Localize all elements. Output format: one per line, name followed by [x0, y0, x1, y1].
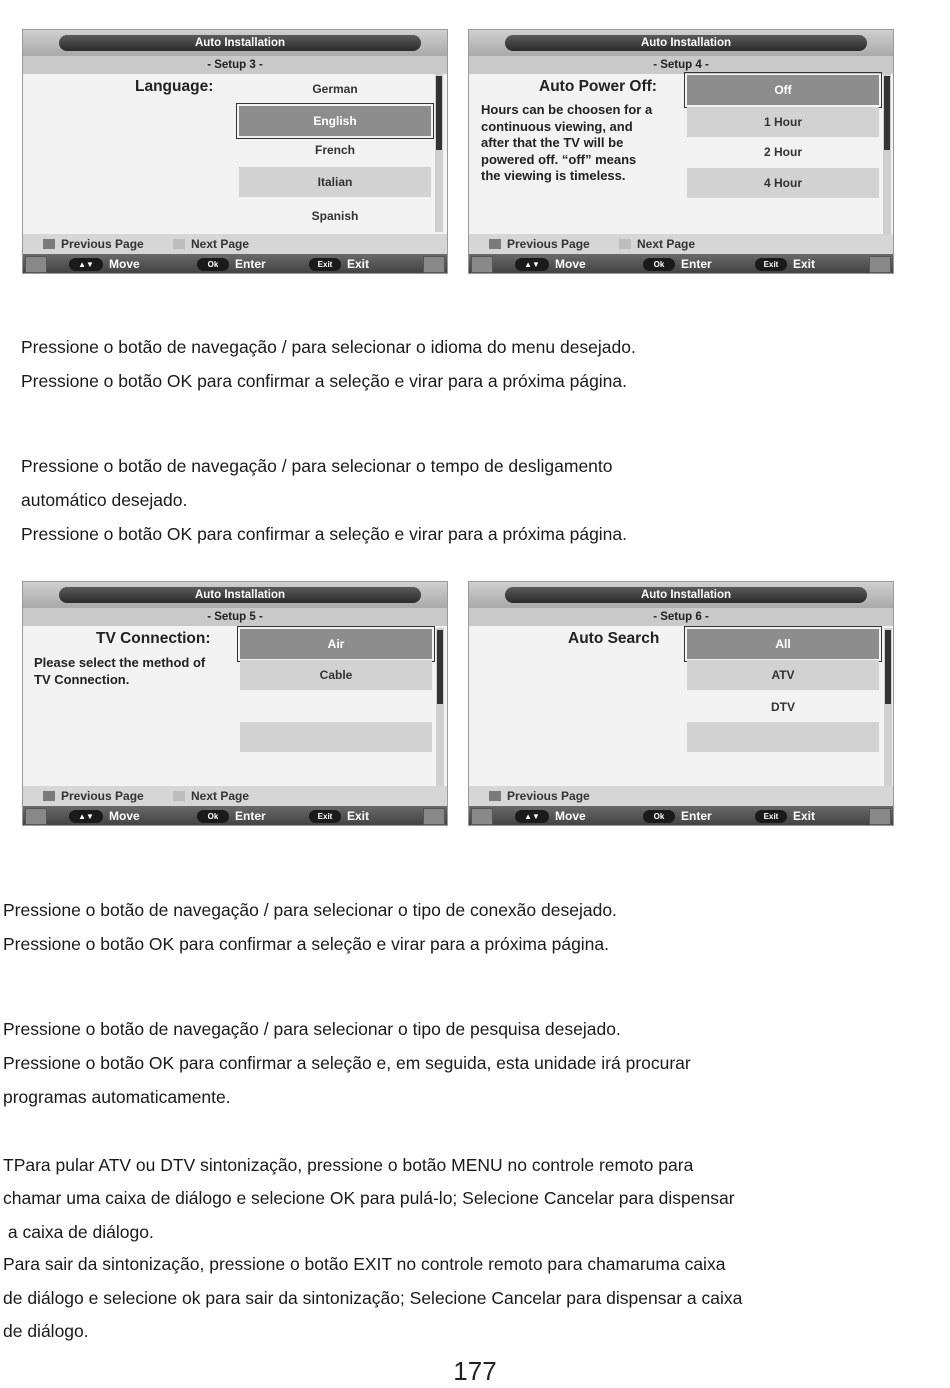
option-all[interactable]: All — [687, 629, 879, 659]
red-key-icon — [43, 791, 55, 801]
option-dtv[interactable]: DTV — [771, 700, 795, 714]
scrollbar-thumb[interactable] — [437, 630, 443, 704]
page-number: 177 — [453, 1356, 497, 1386]
move-label: Move — [109, 809, 140, 823]
option-english[interactable]: English — [239, 106, 431, 136]
previous-page-label[interactable]: Previous Page — [507, 789, 590, 803]
exit-key-icon: Exit — [309, 258, 341, 271]
enter-label: Enter — [235, 809, 266, 823]
scrollbar[interactable] — [884, 628, 892, 786]
previous-page-label[interactable]: Previous Page — [61, 789, 144, 803]
ok-key-icon: Ok — [197, 810, 229, 823]
exit-key-icon: Exit — [309, 810, 341, 823]
next-page-label[interactable]: Next Page — [191, 237, 250, 251]
enter-label: Enter — [681, 257, 712, 271]
instruction-exit-3: de diálogo. — [3, 1321, 89, 1341]
description-line: powered off. “off” means — [481, 151, 637, 167]
setup-subtitle: - Setup 4 - — [469, 56, 893, 74]
instruction-skip-3: a caixa de diálogo. — [3, 1222, 154, 1242]
instruction-power-off-2: automático desejado. — [21, 490, 188, 510]
scrollbar[interactable] — [883, 74, 891, 234]
setup-subtitle: - Setup 5 - — [23, 608, 447, 626]
left-corner-icon — [25, 808, 47, 825]
enter-label: Enter — [235, 257, 266, 271]
setup4-screen — [468, 29, 894, 274]
instruction-language-1: Pressione o botão de navegação / para selecionar o idioma do menu desejado. — [21, 337, 636, 357]
title-bar — [469, 30, 893, 56]
move-label: Move — [555, 809, 586, 823]
setup5-screen — [22, 581, 448, 826]
option-italian[interactable]: Italian — [239, 167, 431, 197]
page-bar — [469, 786, 893, 806]
content-area — [469, 626, 893, 786]
auto-power-off-description — [481, 102, 652, 185]
option-air[interactable]: Air — [240, 629, 432, 659]
instruction-search-2: Pressione o botão OK para confirmar a seleção e, em seguida, esta unidade irá procurar — [3, 1053, 691, 1073]
scrollbar[interactable] — [436, 628, 444, 786]
tv-connection-label: TV Connection: — [96, 630, 211, 647]
option-cable[interactable]: Cable — [240, 660, 432, 690]
instruction-connection-2: Pressione o botão OK para confirmar a seleção e virar para a próxima página. — [3, 934, 610, 954]
option-4-hour[interactable]: 4 Hour — [687, 168, 879, 198]
next-page-label[interactable]: Next Page — [191, 789, 250, 803]
previous-page-label[interactable]: Previous Page — [61, 237, 144, 251]
ok-key-icon: Ok — [643, 810, 675, 823]
green-key-icon — [173, 791, 185, 801]
empty-option-slot — [240, 722, 432, 752]
arrow-keys-icon: ▲▼ — [515, 810, 549, 823]
key-hint-bar — [23, 806, 447, 826]
exit-label[interactable]: Exit — [793, 809, 816, 823]
scrollbar-thumb[interactable] — [885, 630, 891, 704]
previous-page-label[interactable]: Previous Page — [507, 237, 590, 251]
option-1-hour[interactable]: 1 Hour — [687, 107, 879, 137]
exit-label[interactable]: Exit — [793, 257, 816, 271]
title-bar — [23, 582, 447, 608]
screen-title: Auto Installation — [505, 587, 867, 603]
page-bar — [23, 786, 447, 806]
screen-title: Auto Installation — [59, 587, 421, 603]
option-off[interactable]: Off — [687, 75, 879, 105]
left-corner-icon — [471, 808, 493, 825]
page-bar — [469, 234, 893, 254]
right-corner-icon — [423, 256, 445, 273]
option-german[interactable]: German — [312, 82, 358, 96]
title-bar — [23, 30, 447, 56]
instruction-skip-1: TPara pular ATV ou DTV sintonização, pressione o botão MENU no controle remoto para — [3, 1155, 694, 1175]
instruction-search-1: Pressione o botão de navegação / para selecionar o tipo de pesquisa desejado. — [3, 1019, 621, 1039]
move-label: Move — [555, 257, 586, 271]
content-area — [23, 626, 447, 786]
scrollbar[interactable] — [435, 74, 443, 232]
setup6-screen — [468, 581, 894, 826]
right-corner-icon — [869, 256, 891, 273]
option-2-hour[interactable]: 2 Hour — [763, 145, 802, 159]
left-corner-icon — [25, 256, 47, 273]
scrollbar-thumb[interactable] — [884, 76, 890, 150]
arrow-keys-icon: ▲▼ — [69, 258, 103, 271]
ok-key-icon: Ok — [643, 258, 675, 271]
auto-power-off-label: Auto Power Off: — [539, 78, 657, 95]
instruction-connection-1: Pressione o botão de navegação / para selecionar o tipo de conexão desejado. — [3, 900, 617, 920]
exit-key-icon: Exit — [755, 258, 787, 271]
right-corner-icon — [869, 808, 891, 825]
instruction-language-2: Pressione o botão OK para confirmar a seleção e virar para a próxima página. — [21, 371, 628, 391]
instruction-exit-2: de diálogo e selecione ok para sair da sintonização; Selecione Cancelar para dispensar a caixa — [3, 1288, 743, 1308]
description-line: after that the TV will be — [481, 135, 624, 150]
option-atv[interactable]: ATV — [687, 660, 879, 690]
setup-subtitle: - Setup 3 - — [23, 56, 447, 74]
setup-subtitle: - Setup 6 - — [469, 608, 893, 626]
right-corner-icon — [423, 808, 445, 825]
content-area — [23, 74, 447, 234]
exit-label[interactable]: Exit — [347, 257, 370, 271]
description-line: Please select the method of — [34, 655, 206, 670]
arrow-keys-icon: ▲▼ — [515, 258, 549, 271]
red-key-icon — [489, 239, 501, 249]
description-line: continuous viewing, and — [481, 118, 633, 134]
green-key-icon — [173, 239, 185, 249]
red-key-icon — [489, 791, 501, 801]
content-area — [469, 74, 893, 234]
tv-connection-description — [34, 655, 205, 688]
move-label: Move — [109, 257, 140, 271]
next-page-label[interactable]: Next Page — [637, 237, 696, 251]
key-hint-bar — [23, 254, 447, 274]
option-french[interactable]: French — [314, 143, 355, 157]
instruction-skip-2: chamar uma caixa de diálogo e selecione OK para pulá-lo; Selecione Cancelar para dispensar — [3, 1188, 735, 1208]
setup3-screen — [22, 29, 448, 274]
description-line: TV Connection. — [34, 671, 130, 687]
left-corner-icon — [471, 256, 493, 273]
exit-key-icon: Exit — [755, 810, 787, 823]
ok-key-icon: Ok — [197, 258, 229, 271]
option-spanish[interactable]: Spanish — [311, 209, 359, 223]
instruction-power-off-1: Pressione o botão de navegação / para selecionar o tempo de desligamento — [21, 456, 613, 476]
scrollbar-thumb[interactable] — [436, 76, 442, 150]
title-bar — [469, 582, 893, 608]
green-key-icon — [619, 239, 631, 249]
arrow-keys-icon: ▲▼ — [69, 810, 103, 823]
auto-search-label: Auto Search — [568, 630, 660, 647]
language-label: Language: — [135, 78, 214, 95]
instruction-search-3: programas automaticamente. — [3, 1087, 231, 1107]
empty-option-slot — [687, 722, 879, 752]
instruction-exit-1: Para sair da sintonização, pressione o botão EXIT no controle remoto para chamaruma caixa — [3, 1254, 726, 1274]
red-key-icon — [43, 239, 55, 249]
enter-label: Enter — [681, 809, 712, 823]
description-line: Hours can be choosen for a — [481, 102, 653, 117]
screen-title: Auto Installation — [59, 35, 421, 51]
key-hint-bar — [469, 254, 893, 274]
key-hint-bar — [469, 806, 893, 826]
screen-title: Auto Installation — [505, 35, 867, 51]
instruction-power-off-3: Pressione o botão OK para confirmar a seleção e virar para a próxima página. — [21, 524, 628, 544]
description-line: the viewing is timeless. — [481, 168, 626, 183]
page-bar — [23, 234, 447, 254]
exit-label[interactable]: Exit — [347, 809, 370, 823]
